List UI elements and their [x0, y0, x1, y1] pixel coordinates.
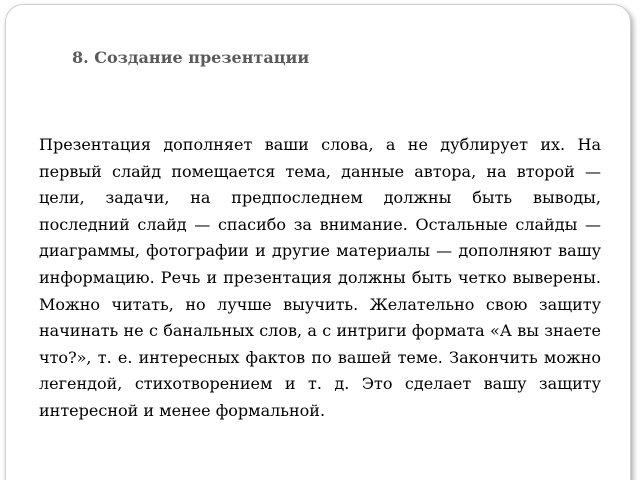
section-title: 8. Создание презентации	[72, 48, 310, 67]
body-paragraph: Презентация дополняет ваши слова, а не дублирует их. На первый слайд помещается тема, данные автора, на второй — цели, задачи, на предпоследнем должны быть выводы, последний слайд — спасибо за внимание. Остальные слайды — диаграммы, фотографии и другие материалы — дополняют вашу информацию. Речь и презентация должны быть четко выверены. Можно читать, но лучше выучить. Желательно свою защиту начинать не с банальных слов, а с интриги формата «А вы знаете что?», т. е. интересных фактов по вашей теме. Закончить можно легендой, стихотворением и т. д. Это сделает вашу защиту интересной и менее формальной.	[39, 135, 601, 420]
